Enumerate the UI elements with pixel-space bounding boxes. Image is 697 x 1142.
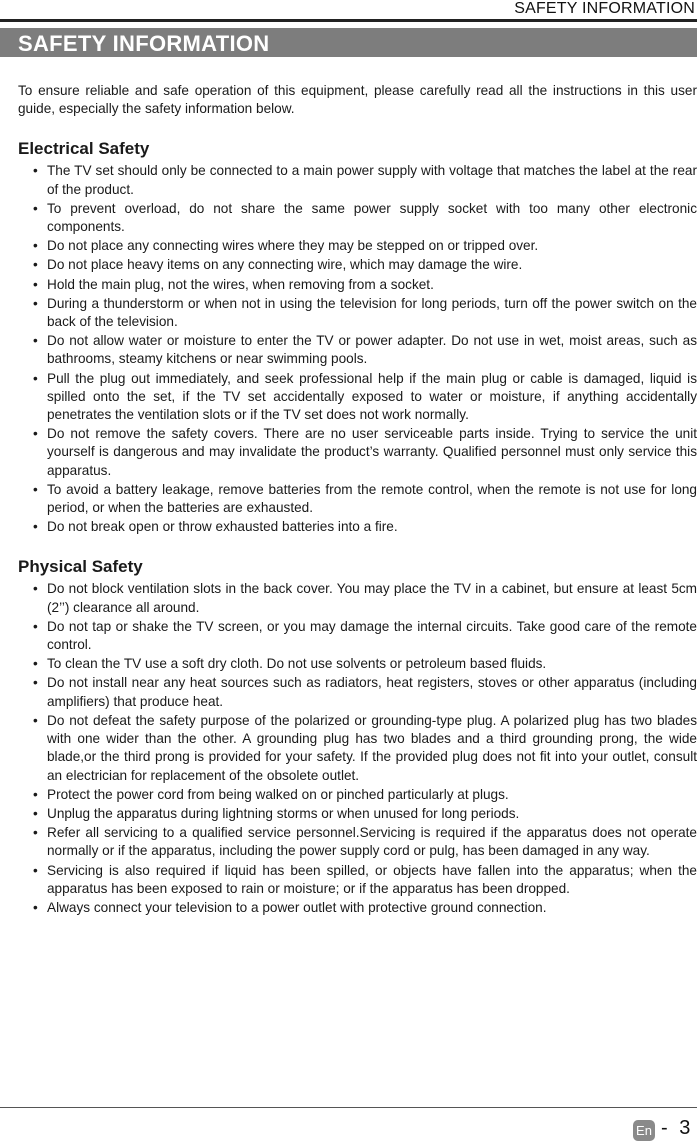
section-title-bar <box>0 28 697 57</box>
list-item: • Do not block ventilation slots in the back cover. You may place the TV in a cabinet, but ensure at least 5cm (2’’) clearance all around. <box>18 580 697 616</box>
list-item: • Do not defeat the safety purpose of the polarized or grounding-type plug. A polarized plug has two blades with one wider than the other. A grounding plug has two blades and a third grounding prong, the wide blade,or the third prong is provided for your safety. If the provided plug does not fit into your outlet, consult an electrician for replacement of the obsolete outlet. <box>18 712 697 785</box>
page-number: - 3 <box>661 1117 694 1139</box>
list-item: • Protect the power cord from being walked on or pinched particularly at plugs. <box>18 786 697 804</box>
list-item: • Refer all servicing to a qualified service personnel.Servicing is required if the apparatus does not operate normally or if the apparatus, including the power supply cord or pulg, has been damaged in any way. <box>18 824 697 860</box>
physical-safety-list <box>18 580 697 917</box>
header-divider <box>0 19 697 22</box>
list-item: • Do not tap or shake the TV screen, or you may damage the internal circuits. Take good care of the remote control. <box>18 618 697 654</box>
list-item: • Do not place any connecting wires where they may be stepped on or tripped over. <box>18 237 697 255</box>
physical-safety-heading: Physical Safety <box>18 557 143 577</box>
page-content <box>18 82 697 918</box>
list-item: • To clean the TV use a soft dry cloth. Do not use solvents or petroleum based fluids. <box>18 655 697 673</box>
list-item: • Do not place heavy items on any connecting wire, which may damage the wire. <box>18 256 697 274</box>
list-item: • The TV set should only be connected to a main power supply with voltage that matches the label at the rear of the product. <box>18 162 697 198</box>
list-item: • Pull the plug out immediately, and seek professional help if the main plug or cable is damaged, liquid is spilled onto the set, if the TV set accidentally exposed to water or moisture, if anything accidentally penetrates the ventilation slots or if the TV set does not work normally. <box>18 370 697 425</box>
list-item: • Do not install near any heat sources such as radiators, heat registers, stoves or other apparatus (including amplifiers) that produce heat. <box>18 674 697 710</box>
running-header: SAFETY INFORMATION <box>514 0 695 17</box>
list-item: • Do not allow water or moisture to enter the TV or power adapter. Do not use in wet, moist areas, such as bathrooms, steamy kitchens or near swimming pools. <box>18 332 697 368</box>
language-badge: En <box>633 1120 655 1141</box>
list-item: • To avoid a battery leakage, remove batteries from the remote control, when the remote is not use for long period, or when the batteries are exhausted. <box>18 481 697 517</box>
footer-divider <box>0 1107 697 1108</box>
list-item: • Hold the main plug, not the wires, when removing from a socket. <box>18 276 697 294</box>
electrical-safety-list <box>18 162 697 536</box>
list-item: • Always connect your television to a power outlet with protective ground connection. <box>18 899 697 917</box>
intro-paragraph: To ensure reliable and safe operation of this equipment, please carefully read all the instructions in this user guide, especially the safety information below. <box>18 83 697 117</box>
list-item: • Do not remove the safety covers. There are no user serviceable parts inside. Trying to service the unit yourself is dangerous and may invalidate the product’s warranty. Qualified personnel must only service this apparatus. <box>18 425 697 480</box>
page-title: SAFETY INFORMATION <box>18 31 270 56</box>
list-item: • During a thunderstorm or when not in using the television for long periods, turn off the power switch on the back of the television. <box>18 295 697 331</box>
list-item: • Servicing is also required if liquid has been spilled, or objects have fallen into the apparatus; when the apparatus has been exposed to rain or moisture; or if the apparatus has been dropped. <box>18 862 697 898</box>
list-item: • To prevent overload, do not share the same power supply socket with too many other electronic components. <box>18 200 697 236</box>
list-item: • Unplug the apparatus during lightning storms or when unused for long periods. <box>18 805 697 823</box>
list-item: • Do not break open or throw exhausted batteries into a fire. <box>18 518 697 536</box>
electrical-safety-heading: Electrical Safety <box>18 139 150 159</box>
